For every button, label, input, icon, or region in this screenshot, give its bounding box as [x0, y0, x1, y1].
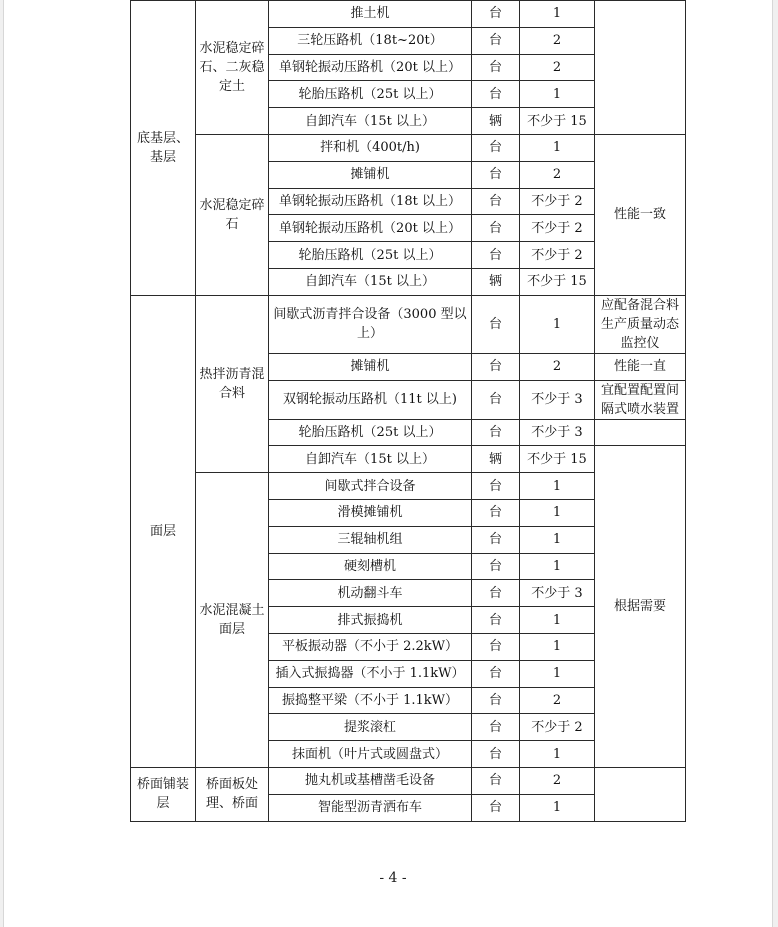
equipment-name-cell: 三轮压路机（18t~20t）: [269, 27, 472, 54]
unit-cell: 台: [472, 419, 520, 446]
sublayer-cell: 水泥混凝土面层: [196, 473, 269, 768]
quantity-cell: 不少于 3: [520, 580, 595, 607]
equipment-name-cell: 推土机: [269, 1, 472, 28]
equipment-name-cell: 智能型沥青洒布车: [269, 794, 472, 821]
quantity-cell: 2: [520, 687, 595, 714]
unit-cell: 台: [472, 580, 520, 607]
equipment-name-cell: 自卸汽车（15t 以上）: [269, 446, 472, 473]
equipment-name-cell: 拌和机（400t/h): [269, 134, 472, 161]
table-row: [131, 767, 686, 794]
quantity-cell: 不少于 15: [520, 108, 595, 135]
equipment-name-cell: 轮胎压路机（25t 以上）: [269, 81, 472, 108]
unit-cell: 台: [472, 687, 520, 714]
quantity-cell: 1: [520, 660, 595, 687]
document-page: [4, 0, 772, 927]
quantity-cell: 不少于 2: [520, 188, 595, 215]
unit-cell: 台: [472, 633, 520, 660]
equipment-name-cell: 抛丸机或基槽凿毛设备: [269, 767, 472, 794]
note-cell: 性能一致: [595, 134, 686, 295]
quantity-cell: 2: [520, 767, 595, 794]
quantity-cell: 1: [520, 633, 595, 660]
unit-cell: 台: [472, 27, 520, 54]
quantity-cell: 1: [520, 1, 595, 28]
equipment-name-cell: 硬刻槽机: [269, 553, 472, 580]
quantity-cell: 1: [520, 741, 595, 768]
unit-cell: 台: [472, 134, 520, 161]
unit-cell: 台: [472, 553, 520, 580]
unit-cell: 台: [472, 660, 520, 687]
equipment-name-cell: 间歇式拌合设备: [269, 473, 472, 500]
equipment-name-cell: 单钢轮振动压路机（18t 以上）: [269, 188, 472, 215]
quantity-cell: 1: [520, 295, 595, 353]
equipment-name-cell: 摊铺机: [269, 353, 472, 380]
quantity-cell: 1: [520, 134, 595, 161]
quantity-cell: 不少于 3: [520, 419, 595, 446]
quantity-cell: 不少于 2: [520, 215, 595, 242]
note-cell: 应配备混合料生产质量动态监控仪: [595, 295, 686, 353]
unit-cell: 台: [472, 794, 520, 821]
equipment-name-cell: 双钢轮振动压路机（11t 以上): [269, 380, 472, 419]
equipment-name-cell: 滑模摊铺机: [269, 499, 472, 526]
layer-cell: 桥面铺装层: [131, 767, 196, 821]
equipment-name-cell: 间歇式沥青拌合设备（3000 型以上）: [269, 295, 472, 353]
unit-cell: 台: [472, 607, 520, 634]
equipment-name-cell: 单钢轮振动压路机（20t 以上）: [269, 54, 472, 81]
equipment-name-cell: 三辊轴机组: [269, 526, 472, 553]
unit-cell: 台: [472, 188, 520, 215]
quantity-cell: 不少于 15: [520, 268, 595, 295]
equipment-name-cell: 插入式振捣器（不小于 1.1kW）: [269, 660, 472, 687]
sublayer-cell: 桥面板处理、桥面: [196, 767, 269, 821]
sublayer-cell: 水泥稳定碎石、二灰稳定土: [196, 1, 269, 135]
equipment-table: [130, 0, 686, 822]
unit-cell: 辆: [472, 446, 520, 473]
note-cell: [595, 419, 686, 446]
quantity-cell: 2: [520, 161, 595, 188]
unit-cell: 台: [472, 353, 520, 380]
equipment-name-cell: 平板振动器（不小于 2.2kW）: [269, 633, 472, 660]
equipment-name-cell: 振捣整平梁（不小于 1.1kW）: [269, 687, 472, 714]
layer-cell: 底基层、基层: [131, 1, 196, 296]
equipment-name-cell: 抹面机（叶片式或圆盘式）: [269, 741, 472, 768]
quantity-cell: 1: [520, 607, 595, 634]
unit-cell: 台: [472, 526, 520, 553]
note-cell: 宜配置配置间隔式喷水装置: [595, 380, 686, 419]
table-row: [131, 1, 686, 28]
note-cell: [595, 767, 686, 821]
equipment-name-cell: 轮胎压路机（25t 以上）: [269, 242, 472, 269]
quantity-cell: 1: [520, 526, 595, 553]
unit-cell: 辆: [472, 268, 520, 295]
quantity-cell: 1: [520, 473, 595, 500]
table-row: [131, 134, 686, 161]
quantity-cell: 1: [520, 499, 595, 526]
sublayer-cell: 水泥稳定碎石: [196, 134, 269, 295]
sublayer-cell: 热拌沥青混合料: [196, 295, 269, 472]
table-row: [131, 295, 686, 353]
quantity-cell: 1: [520, 553, 595, 580]
equipment-name-cell: 自卸汽车（15t 以上）: [269, 108, 472, 135]
equipment-name-cell: 轮胎压路机（25t 以上）: [269, 419, 472, 446]
unit-cell: 台: [472, 714, 520, 741]
quantity-cell: 不少于 2: [520, 242, 595, 269]
equipment-name-cell: 摊铺机: [269, 161, 472, 188]
unit-cell: 台: [472, 81, 520, 108]
equipment-name-cell: 排式振捣机: [269, 607, 472, 634]
note-cell: 性能一直: [595, 353, 686, 380]
equipment-name-cell: 提浆滚杠: [269, 714, 472, 741]
equipment-name-cell: 机动翻斗车: [269, 580, 472, 607]
unit-cell: 台: [472, 473, 520, 500]
quantity-cell: 1: [520, 81, 595, 108]
unit-cell: 台: [472, 380, 520, 419]
page-number: - 4 -: [379, 870, 407, 886]
unit-cell: 台: [472, 54, 520, 81]
unit-cell: 台: [472, 161, 520, 188]
unit-cell: 台: [472, 215, 520, 242]
quantity-cell: 1: [520, 794, 595, 821]
equipment-table-body: [131, 1, 686, 822]
unit-cell: 台: [472, 499, 520, 526]
note-cell: [595, 1, 686, 135]
unit-cell: 台: [472, 1, 520, 28]
note-cell: 根据需要: [595, 446, 686, 768]
quantity-cell: 不少于 2: [520, 714, 595, 741]
layer-cell: 面层: [131, 295, 196, 767]
unit-cell: 辆: [472, 108, 520, 135]
unit-cell: 台: [472, 741, 520, 768]
quantity-cell: 不少于 3: [520, 380, 595, 419]
quantity-cell: 不少于 15: [520, 446, 595, 473]
unit-cell: 台: [472, 295, 520, 353]
quantity-cell: 2: [520, 54, 595, 81]
quantity-cell: 2: [520, 27, 595, 54]
quantity-cell: 2: [520, 353, 595, 380]
equipment-name-cell: 自卸汽车（15t 以上）: [269, 268, 472, 295]
unit-cell: 台: [472, 767, 520, 794]
unit-cell: 台: [472, 242, 520, 269]
equipment-name-cell: 单钢轮振动压路机（20t 以上）: [269, 215, 472, 242]
